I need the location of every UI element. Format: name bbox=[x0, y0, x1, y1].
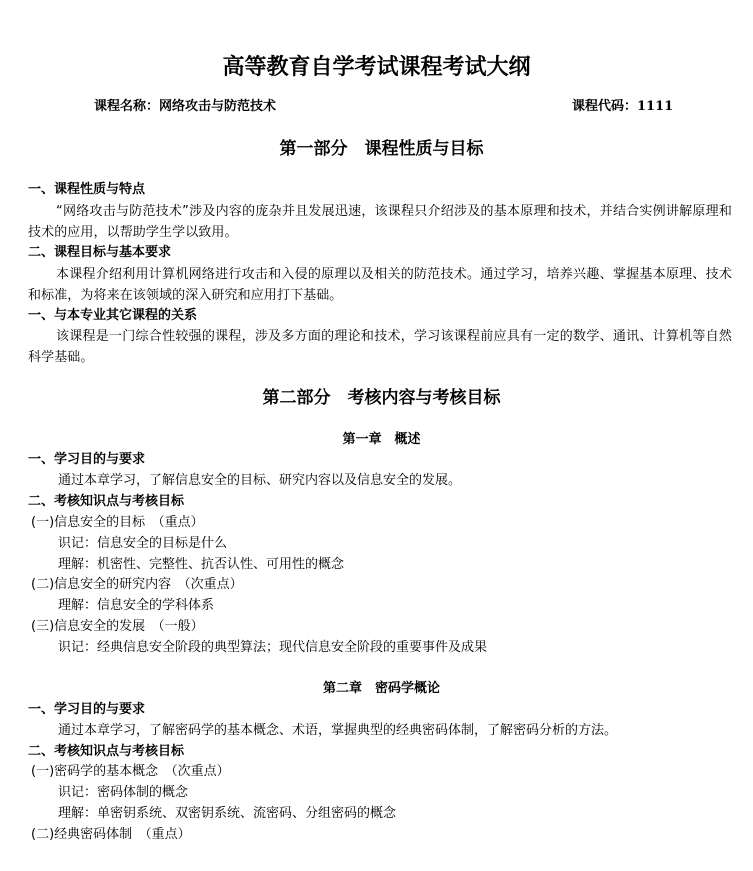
chapter1-kp-item: 识记：信息安全的目标是什么 bbox=[58, 536, 228, 551]
section-text-nature: “网络攻击与防范技术”涉及内容的庞杂并且发展迅速，该课程只介绍涉及的基本原理和技术，并结合实例讲解原理和技术的应用，以帮助学生学以致用。 bbox=[28, 204, 732, 240]
section-heading-goals: 二、课程目标与基本要求 bbox=[28, 245, 172, 260]
section-text-goals: 本课程介绍利用计算机网络进行攻击和入侵的原理以及相关的防范技术。通过学习，培养兴趣、掌握基本原理、技术和标准，为将来在该领域的深入研究和应用打下基础。 bbox=[28, 267, 732, 303]
course-code: 课程代码：1111 bbox=[572, 99, 674, 114]
part1-title: 第一部分 课程性质与目标 bbox=[279, 139, 484, 159]
chapter1-kp-heading: 二、考核知识点与考核目标 bbox=[28, 494, 185, 509]
section-heading-nature: 一、课程性质与特点 bbox=[28, 182, 146, 197]
chapter1-kp-item: 理解：信息安全的学科体系 bbox=[58, 598, 215, 613]
chapter2-kp-item: (二)经典密码体制 （重点） bbox=[31, 827, 191, 842]
part2-title: 第二部分 考核内容与考核目标 bbox=[262, 388, 501, 408]
chapter2-kp-item: 理解：单密钥系统、双密钥系统、流密码、分组密码的概念 bbox=[58, 806, 397, 821]
chapter1-title: 第一章 概述 bbox=[342, 432, 421, 447]
section-text-relations: 该课程是一门综合性较强的课程，涉及多方面的理论和技术，学习该课程前应具有一定的数学、通讯、计算机等自然科学基础。 bbox=[28, 329, 732, 365]
document-title: 高等教育自学考试课程考试大纲 bbox=[222, 54, 531, 80]
chapter1-kp-item: (一)信息安全的目标 （重点） bbox=[31, 515, 204, 530]
chapter1-goal-heading: 一、学习目的与要求 bbox=[28, 452, 146, 467]
chapter1-goal-text: 通过本章学习，了解信息安全的目标、研究内容以及信息安全的发展。 bbox=[58, 473, 462, 488]
course-name: 课程名称：网络攻击与防范技术 bbox=[94, 99, 277, 114]
chapter1-kp-item: 识记：经典信息安全阶段的典型算法；现代信息安全阶段的重要事件及成果 bbox=[58, 640, 488, 655]
chapter1-kp-item: 理解：机密性、完整性、抗否认性、可用性的概念 bbox=[58, 557, 345, 572]
chapter2-goal-heading: 一、学习目的与要求 bbox=[28, 702, 146, 717]
chapter2-title: 第二章 密码学概论 bbox=[322, 681, 440, 696]
section-heading-relations: 一、与本专业其它课程的关系 bbox=[28, 308, 198, 323]
chapter2-kp-item: (一)密码学的基本概念 （次重点） bbox=[31, 764, 230, 779]
chapter2-kp-item: 识记：密码体制的概念 bbox=[58, 785, 189, 800]
chapter1-kp-item: (二)信息安全的研究内容 （次重点） bbox=[31, 577, 243, 592]
chapter1-kp-item: (三)信息安全的发展 （一般） bbox=[31, 619, 204, 634]
chapter2-kp-heading: 二、考核知识点与考核目标 bbox=[28, 744, 185, 759]
chapter2-goal-text: 通过本章学习，了解密码学的基本概念、术语，掌握典型的经典密码体制，了解密码分析的方法。 bbox=[58, 723, 618, 738]
